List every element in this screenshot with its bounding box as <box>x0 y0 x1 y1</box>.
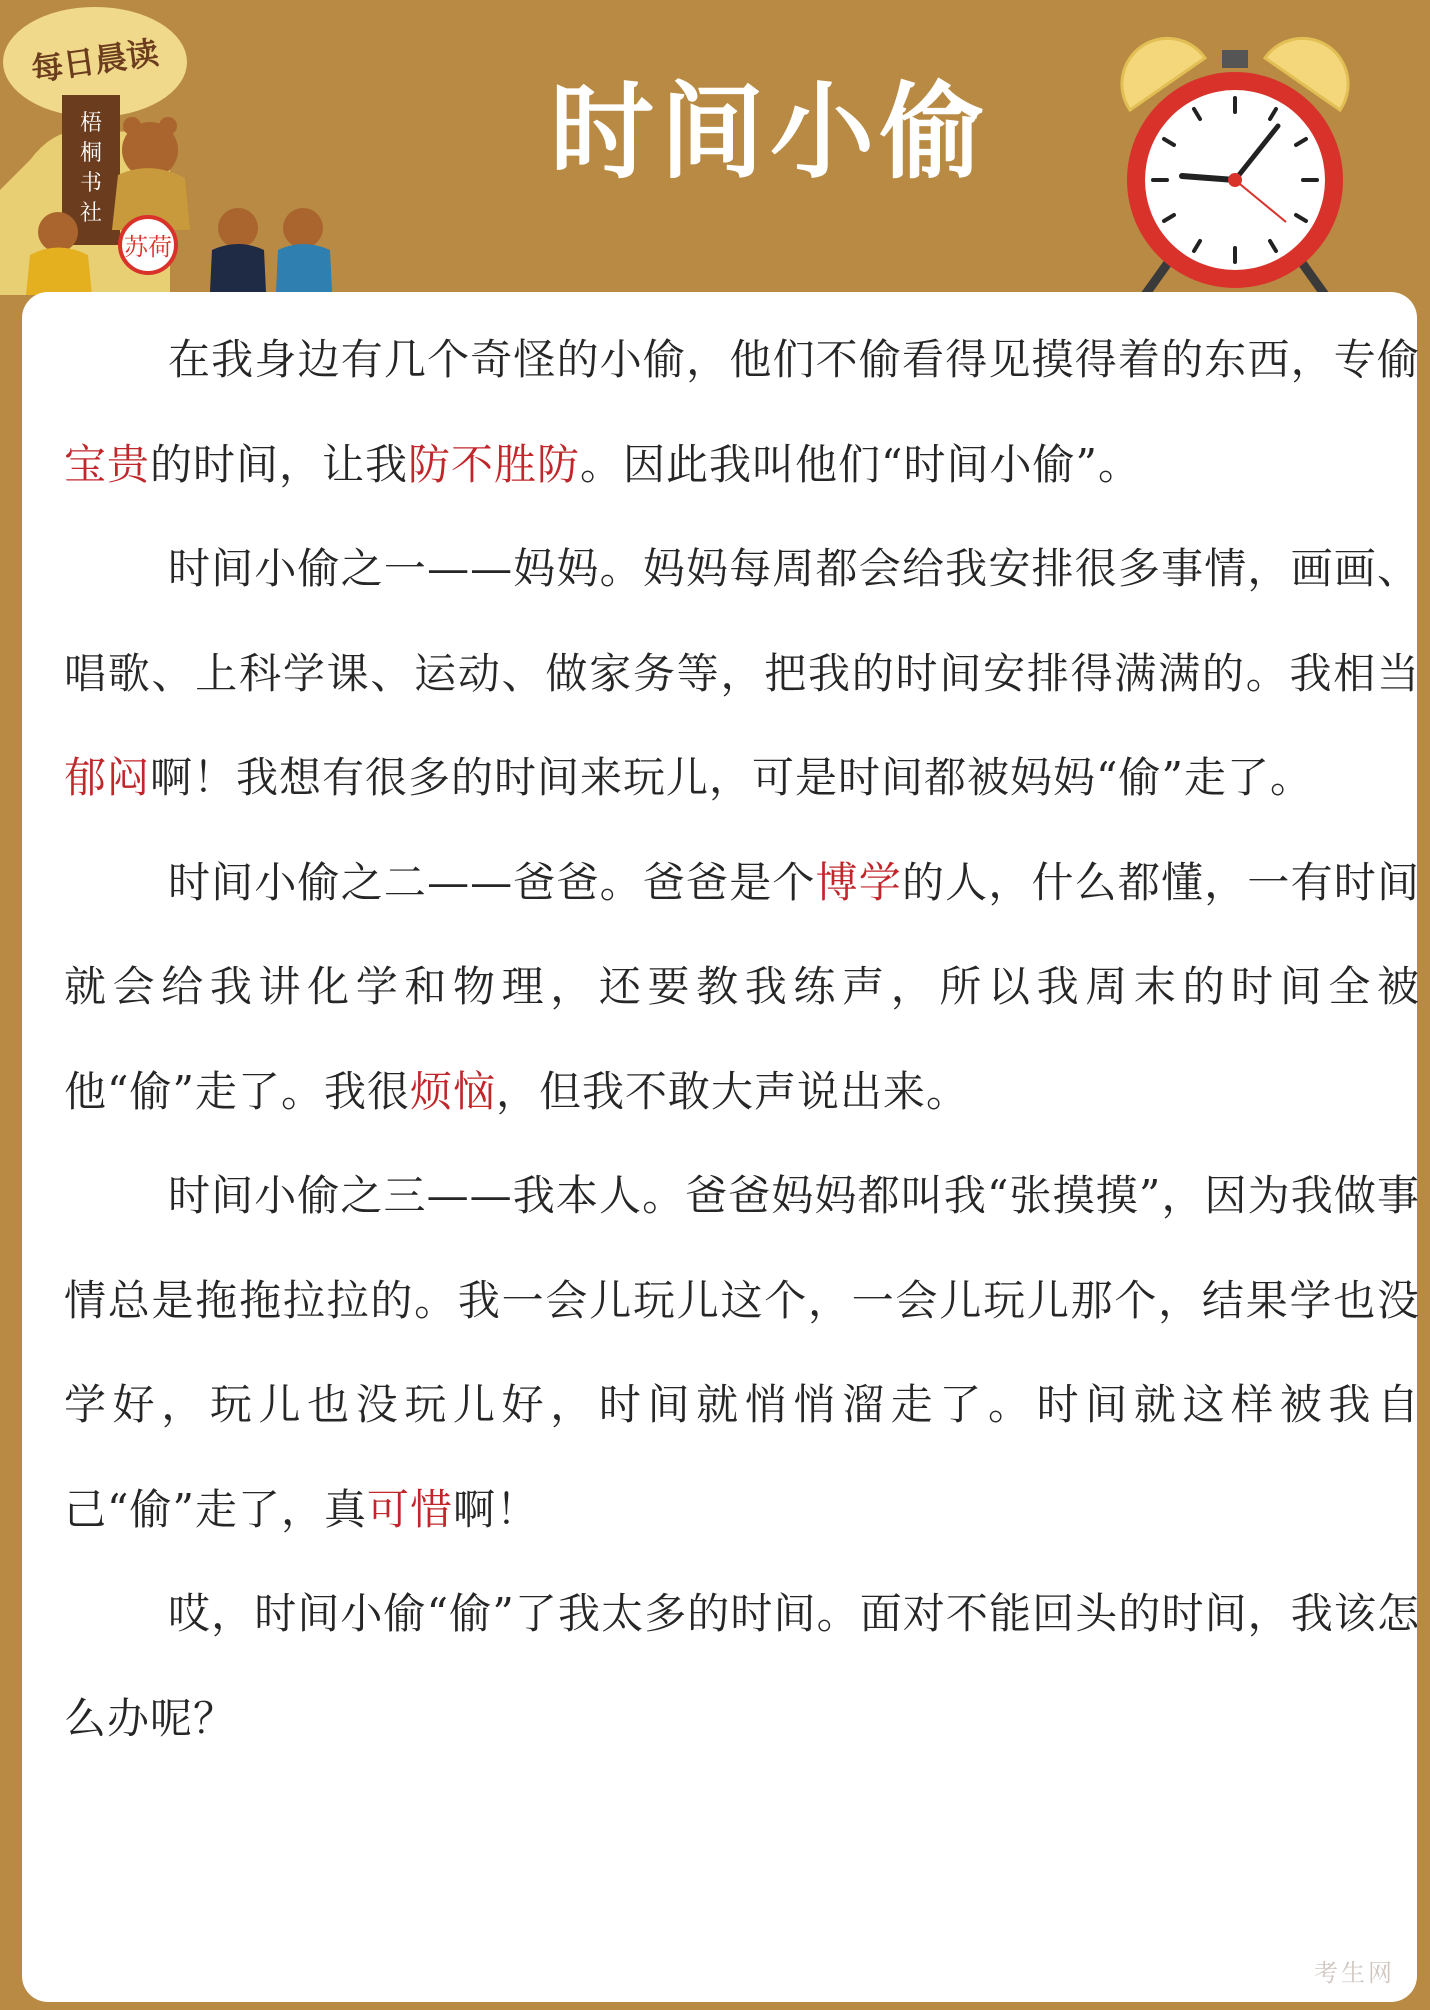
article-card <box>22 292 1420 2002</box>
badge-name-text: 苏荷 <box>124 233 172 261</box>
alarm-clock-icon <box>1110 30 1360 310</box>
text-run: 啊！ <box>452 1484 539 1534</box>
text-run: 时间小偷之三——我本人。爸爸妈妈都叫我“张摸摸”，因为我做事情总是拖拖拉拉的。我一会儿玩儿这个，一会儿玩儿那个，结果学也没学好，玩儿也没玩儿好，时间就悄悄溜走了。时间就这样被我自己“偷”走了，真 <box>64 1171 1420 1534</box>
text-run: 。因此我叫他们“时间小偷”。 <box>580 439 1141 489</box>
paragraph <box>64 517 1420 831</box>
highlight-word: 防不胜防 <box>408 439 581 489</box>
highlight-word: 博学 <box>815 857 902 907</box>
watermark: 考生网 <box>1314 1959 1395 1987</box>
text-run: 的时间，让我 <box>150 439 409 489</box>
paragraph <box>64 831 1420 1145</box>
article-text <box>64 308 1420 1771</box>
header <box>0 0 1430 295</box>
text-run: 哎，时间小偷“偷”了我太多的时间。面对不能回头的时间，我该怎么办呢？ <box>64 1589 1420 1743</box>
text-run: 啊！我想有很多的时间来玩儿，可是时间都被妈妈“偷”走了。 <box>150 753 1313 802</box>
badge-side-char-2: 书 <box>79 171 103 196</box>
text-run: 时间小偷之一——妈妈。妈妈每周都会给我安排很多事情，画画、唱歌、上科学课、运动、做家务等，把我的时间安排得满满的。我相当 <box>64 544 1420 698</box>
badge-top-text: 每日晨读 <box>28 33 161 89</box>
highlight-word: 郁闷 <box>64 753 151 802</box>
highlight-word: 烦恼 <box>409 1066 496 1116</box>
text-run: 在我身边有几个奇怪的小偷，他们不偷看得见摸得着的东西，专偷 <box>168 335 1420 384</box>
text-run: 时间小偷之二——爸爸。爸爸是个 <box>168 857 816 907</box>
page-title: 时间小偷 <box>549 71 990 193</box>
paragraph <box>64 1144 1420 1562</box>
reading-club-logo-icon <box>0 0 360 295</box>
paragraph <box>64 1562 1420 1771</box>
badge-side-char-1: 桐 <box>79 141 103 166</box>
paragraph <box>64 308 1420 517</box>
text-run: ，但我不敢大声说出来。 <box>495 1066 969 1116</box>
badge-side-char-0: 梧 <box>79 111 103 136</box>
badge-side-char-3: 社 <box>79 201 103 226</box>
highlight-word: 宝贵 <box>64 439 151 489</box>
text-run: 的人，什么都懂，一有时间就会给我讲化学和物理，还要教我练声，所以我周末的时间全被他“偷”走了。我很 <box>64 857 1420 1116</box>
highlight-word: 可惜 <box>366 1484 453 1534</box>
